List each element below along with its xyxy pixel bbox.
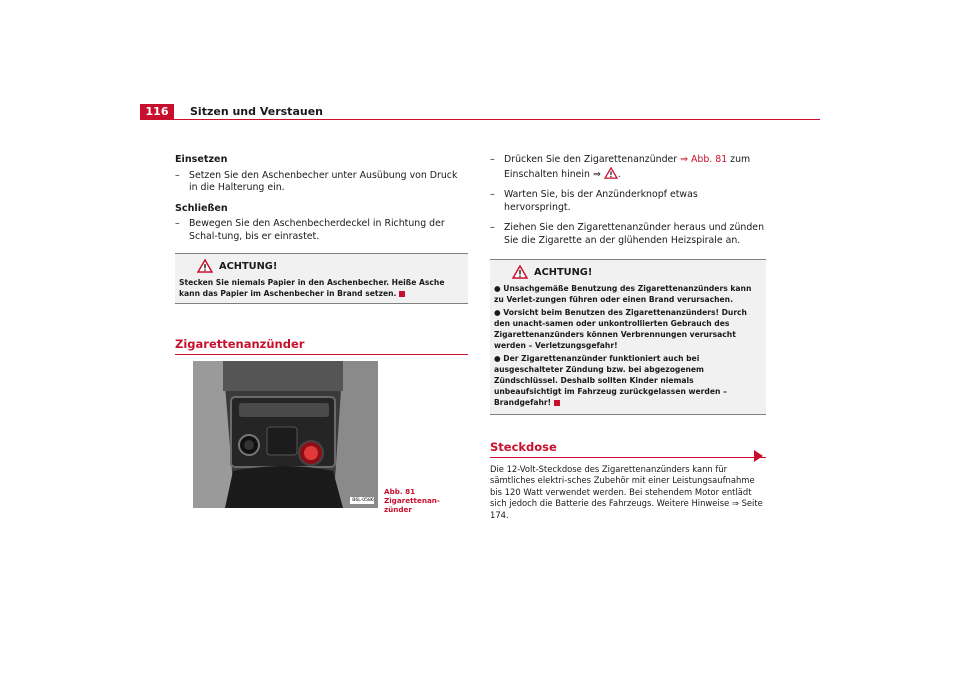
socket-paragraph: Die 12-Volt-Steckdose des Zigarettenanzünders kann für sämtliches elektri-sches Zubehör mit einer Leistungsaufnahme bis 120 Watt verwendet werden. Bei stehendem Motor entlädt sich jedoch die Batterie des Fahrzeugs. Weitere Hinweise ⇒ Seite 174.: [490, 463, 763, 520]
step-dash: –: [175, 218, 180, 229]
end-mark: [554, 400, 560, 406]
warning-bullet: ● Der Zigarettenanzünder funktioniert auch bei ausgeschalteter Zündung bzw. bei abgezogenem Zündschlüssel. Deshalb sollten Kinder niemals unbeaufsichtigt im Fahrzeug zurückgelassen werden – Brandgefahr!: [494, 354, 727, 407]
console-illustration: [193, 361, 378, 508]
warning-header: [197, 259, 464, 273]
warning-title: ACHTUNG!: [219, 260, 278, 272]
warning-bullet-text: Vorsicht beim Benutzen des Zigarettenanzünders! Durch den unacht-samen oder unkontrollierten Gebrauch des Zigarettenanzünders können Verbrennungen verursacht werden – Verletzungsgefahr!: [494, 308, 747, 350]
lighter-step-1-text: Drücken Sie den Zigarettenanzünder: [504, 154, 681, 165]
section-title-lighter: Zigarettenanzünder: [175, 338, 468, 355]
insert-step: [175, 170, 468, 195]
warning-bullet-text: Unsachgemäße Benutzung des Zigarettenanzünders kann zu Verlet-zungen führen oder einen Brand verursachen.: [494, 284, 752, 304]
figure-lighter-photo: [193, 361, 378, 508]
lighter-step-1-tail: zum Einschalten hinein ⇒: [504, 154, 751, 180]
warning-box-ashtray: [175, 253, 468, 304]
figure-caption: [384, 487, 464, 514]
page-number: 116: [140, 104, 174, 120]
step-dash: –: [490, 154, 495, 165]
warning-header: [512, 265, 762, 279]
close-step-text: Bewegen Sie den Aschenbecherdeckel in Richtung der Schal-tung, bis er einrastet.: [189, 218, 445, 242]
end-mark: [399, 291, 405, 297]
step-dash: –: [490, 222, 495, 233]
step-dash: –: [490, 189, 495, 200]
warning-text: Stecken Sie niemals Papier in den Aschenbecher. Heiße Asche kann das Papier im Aschenbecher in Brand setzen.: [179, 278, 445, 298]
warning-bullet: ● Vorsicht beim Benutzen des Zigarettenanzünders! Durch den unacht-samen oder unkontrollierten Gebrauch des Zigarettenanzünders können Verbrennungen verursacht werden – Verletzungsgefahr!: [494, 308, 747, 350]
warning-title: ACHTUNG!: [534, 266, 593, 278]
close-heading: Schließen: [175, 202, 228, 214]
running-header: Sitzen und Verstauen: [190, 105, 323, 118]
step-dash: –: [175, 169, 180, 181]
lighter-step-3-text: Ziehen Sie den Zigarettenanzünder heraus und zünden Sie die Zigarette an der glühenden Heizspirale an.: [504, 222, 765, 246]
figure-caption-label: Abb. 81: [384, 487, 416, 496]
warning-triangle-icon: [512, 265, 528, 279]
insert-step-text: Setzen Sie den Aschenbecher unter Ausübung von Druck in die Halterung ein.: [189, 169, 458, 193]
lighter-step-2: [490, 189, 766, 214]
warning-triangle-icon: [604, 167, 618, 179]
right-column: [490, 154, 766, 521]
left-column: [175, 154, 468, 355]
lighter-step-3: [490, 222, 766, 247]
lighter-step-1: – Drücken Sie den Zigarettenanzünder ⇒ Abb. 81 zum Einschalten hinein ⇒ .: [490, 154, 751, 180]
warning-bullet: ● Unsachgemäße Benutzung des Zigarettenanzünders kann zu Verlet-zungen führen oder einen Brand verursachen.: [494, 284, 752, 304]
header-rule: [174, 119, 820, 120]
figure-code: B6L-0586: [352, 498, 374, 503]
figure-caption-text: Zigarettenan-zünder: [384, 496, 440, 514]
close-step: [175, 218, 468, 243]
warning-triangle-icon: [197, 259, 213, 273]
section-title-socket: Steckdose: [490, 441, 766, 458]
insert-heading: Einsetzen: [175, 154, 228, 165]
next-page-arrow-icon[interactable]: [752, 450, 764, 462]
figure-reference-link[interactable]: ⇒ Abb. 81: [680, 154, 728, 165]
warning-bullet-text: Der Zigarettenanzünder funktioniert auch bei ausgeschalteter Zündung bzw. bei abgezogenem Zündschlüssel. Deshalb sollten Kinder niemals unbeaufsichtigt im Fahrzeug zurückgelassen werden – Brandgefahr!: [494, 354, 727, 407]
lighter-step-2-text: Warten Sie, bis der Anzünderknopf etwas hervorspringt.: [504, 189, 698, 213]
warning-box-lighter: [490, 259, 766, 415]
